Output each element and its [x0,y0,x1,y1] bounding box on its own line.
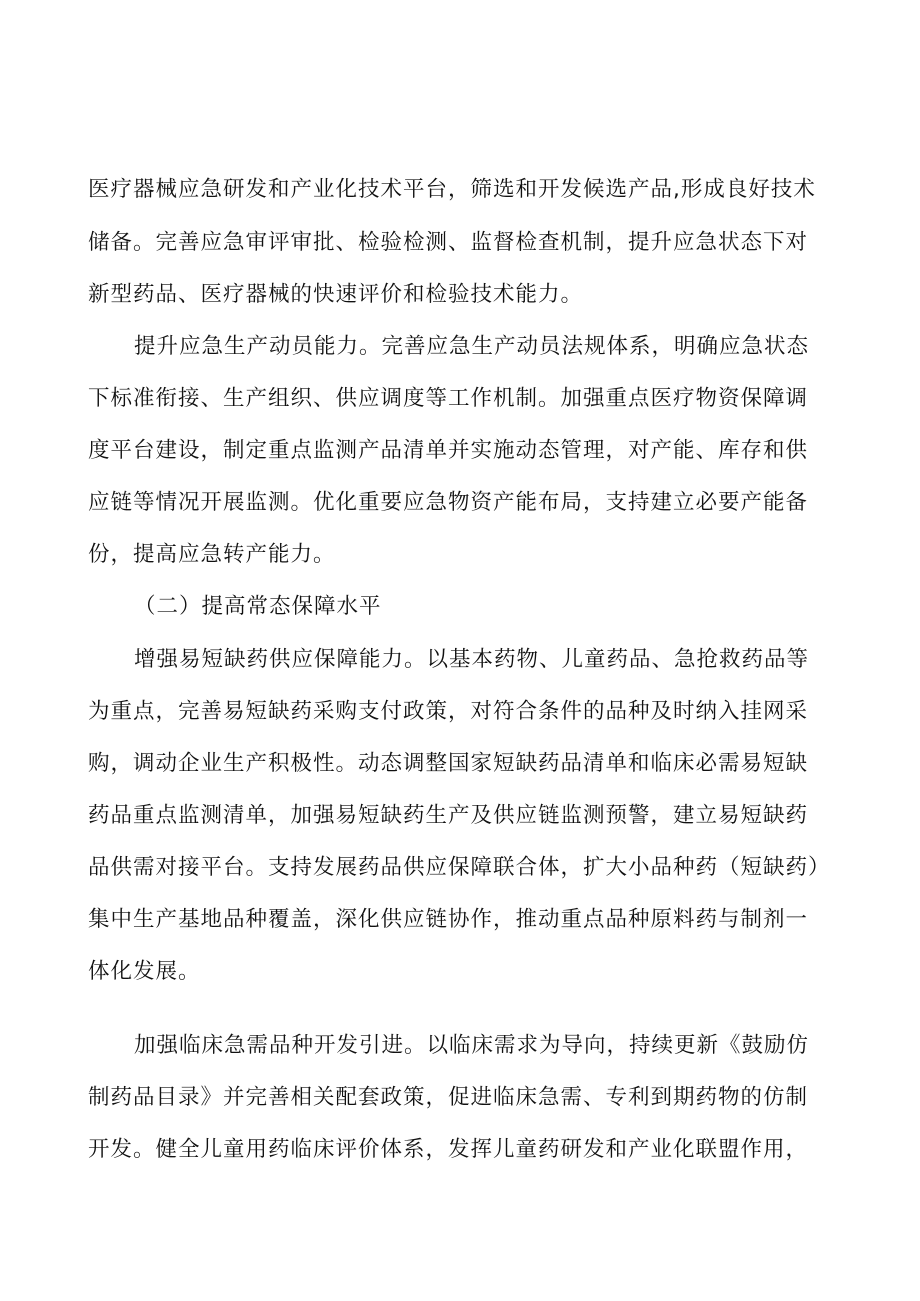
text-line: 为重点，完善易短缺药采购支付政策，对符合条件的品种及时纳入挂网采 [88,699,809,724]
text-line: 开发。健全儿童用药临床评价体系，发挥儿童药研发和产业化联盟作用， [88,1137,809,1162]
text-line: 体化发展。 [88,959,201,984]
text-line: 储备。完善应急审评审批、检验检测、监督检查机制，提升应急状态下对 [88,230,809,255]
text-line: 提升应急生产动员能力。完善应急生产动员法规体系，明确应急状态 [134,334,810,359]
text-line: 度平台建设，制定重点监测产品清单并实施动态管理，对产能、库存和供 [88,438,809,463]
text-line: 集中生产基地品种覆盖，深化供应链协作，推动重点品种原料药与制剂一 [88,907,809,932]
text-line: 加强临床急需品种开发引进。以临床需求为导向，持续更新《鼓励仿 [134,1033,810,1058]
text-line: 应链等情况开展监测。优化重要应急物资产能布局，支持建立必要产能备 [88,490,809,515]
text-line: 医疗器械应急研发和产业化技术平台，筛选和开发候选产品,形成良好技术 [88,177,816,202]
text-line: 下标准衔接、生产组织、供应调度等工作机制。加强重点医疗物资保障调 [88,386,809,411]
text-line: 增强易短缺药供应保障能力。以基本药物、儿童药品、急抢救药品等 [134,647,810,672]
text-line: 品供需对接平台。支持发展药品供应保障联合体，扩大小品种药（短缺药） [88,855,831,880]
text-line: 份，提高应急转产能力。 [88,542,336,567]
text-line: 新型药品、医疗器械的快速评价和检验技术能力。 [88,282,584,307]
text-line: 药品重点监测清单，加强易短缺药生产及供应链监测预警，建立易短缺药 [88,803,809,828]
section-heading: （二）提高常态保障水平 [134,594,382,619]
text-line: 制药品目录》并完善相关配套政策，促进临床急需、专利到期药物的仿制 [88,1085,809,1110]
text-line: 购，调动企业生产积极性。动态调整国家短缺药品清单和临床必需易短缺 [88,751,809,776]
